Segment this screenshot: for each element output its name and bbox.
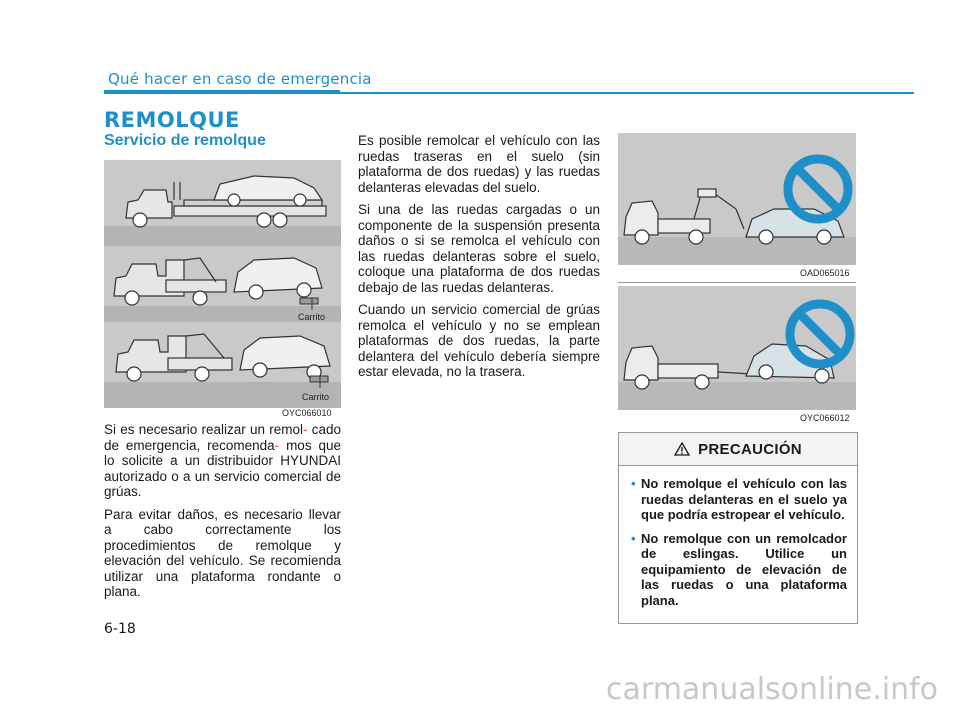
paragraph: Si una de las ruedas cargadas o un componente de la suspensión presenta daños o si se remolca el vehículo con las ruedas delanteras sobre el suelo, coloque una plataforma de dos ruedas debajo de las ruedas delanteras.: [358, 202, 600, 295]
page-number: 6-18: [104, 621, 136, 637]
bullet-icon: •: [631, 476, 636, 491]
prohibition-icon: [788, 159, 848, 219]
section-title: Qué hacer en caso de emergencia: [108, 70, 372, 88]
prohibited-tow-figure-top: [618, 133, 856, 265]
figure-code: OAD065016: [800, 268, 850, 278]
watermark: carmanualsonline.info: [606, 672, 938, 707]
dolly-label: Carrito: [302, 392, 330, 402]
chapter-title: REMOLQUE: [104, 108, 240, 132]
left-column-text: [104, 422, 341, 607]
tow-truck-illustration: [618, 133, 856, 265]
dolly-label: Carrito: [298, 312, 326, 322]
caution-item: • No remolque con un remolcador de eslingas. Utilice un equipamiento de elevación de las ruedas o una plataforma plana.: [631, 530, 847, 608]
paragraph: Cuando un servicio comercial de grúas remolca el vehículo y no se emplean plataformas de dos ruedas, la parte delantera del vehículo debería siempre estar elevada, no la trasera.: [358, 302, 600, 379]
towing-methods-illustration: [104, 160, 341, 408]
warning-icon: [674, 442, 690, 456]
towing-methods-figure: [104, 160, 341, 408]
bullet-icon: •: [631, 530, 636, 546]
subheading: Servicio de remolque: [104, 132, 266, 149]
caution-title: PRECAUCIÓN: [698, 440, 802, 458]
paragraph: Si es necesario realizar un remol- cado de emergencia, recomenda- mos que lo solicite a un distribuidor HYUNDAI autorizado o a un servicio comercial de grúas.: [104, 422, 341, 499]
caution-body: [619, 466, 857, 608]
paragraph: Para evitar daños, es necesario llevar a cabo correctamente los procedimientos de remolque y elevación del vehículo. Se recomienda utilizar una plataforma rondante o plana.: [104, 506, 341, 599]
middle-column-text: [358, 133, 600, 387]
caution-box: [618, 432, 858, 624]
caution-item: • No remolque el vehículo con las ruedas delanteras en el suelo ya que podría estropear el vehículo.: [631, 476, 847, 522]
header-rule-thick: [104, 90, 340, 94]
figure-divider: [618, 282, 856, 283]
prohibited-tow-figure-bottom: [618, 286, 856, 410]
caution-header: [619, 433, 857, 466]
paragraph: Es posible remolcar el vehículo con las ruedas traseras en el suelo (sin plataforma de dos ruedas) y las ruedas delanteras elevadas del suelo.: [358, 133, 600, 195]
figure-code: OYC066012: [800, 413, 850, 423]
header-rule-thin: [340, 92, 914, 94]
figure-code: OYC066010: [282, 408, 332, 418]
sling-tow-illustration: [618, 286, 856, 410]
